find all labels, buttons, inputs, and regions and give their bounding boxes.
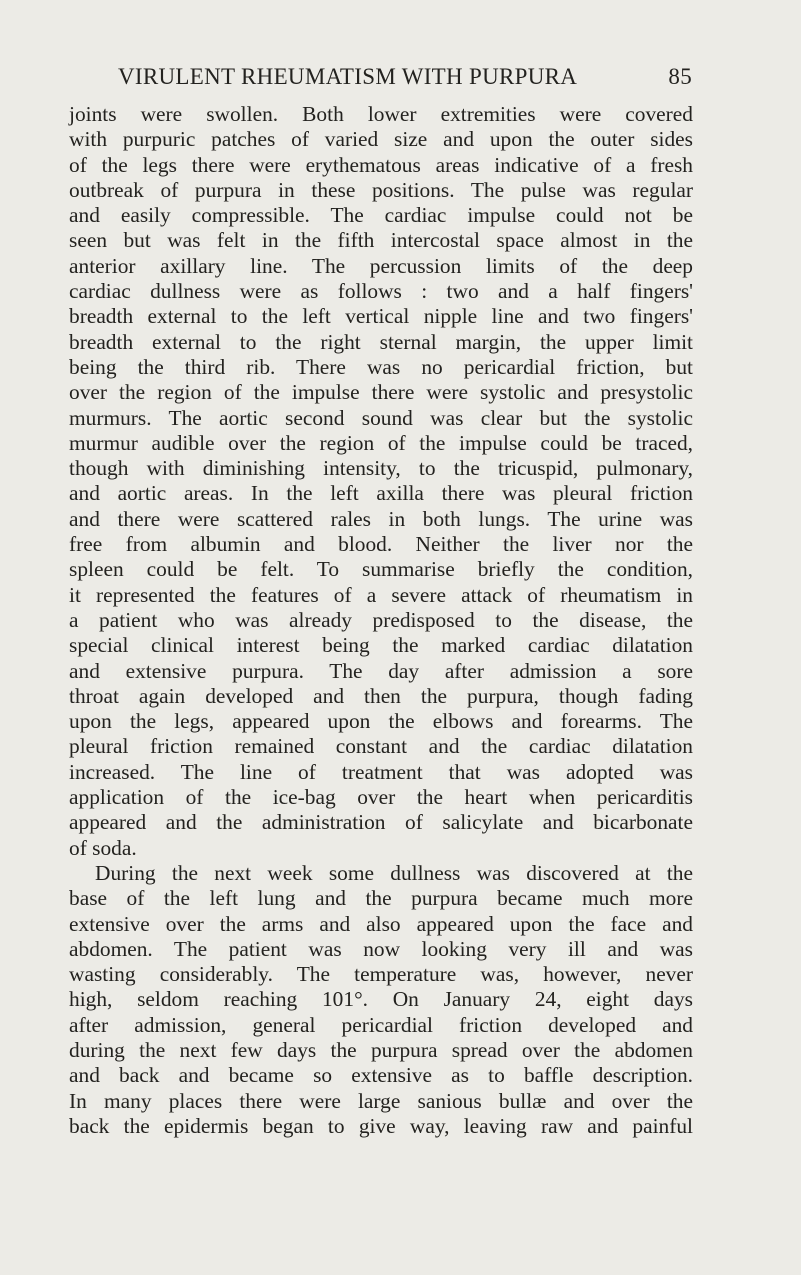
text-line: During the next week some dullness was discovered at the xyxy=(95,860,693,885)
text-line: joints were swollen. Both lower extremities were covered xyxy=(69,102,693,126)
text-line: during the next few days the purpura spread over the abdomen xyxy=(69,1037,693,1062)
text-line: upon the legs, appeared upon the elbows and forearms. The xyxy=(69,709,693,734)
text-line: special clinical interest being the marked cardiac dilatation xyxy=(69,633,693,658)
text-line: cardiac dullness were as follows : two and a half fingers' xyxy=(69,279,693,304)
text-line: increased. The line of treatment that was adopted was xyxy=(69,759,693,784)
text-line: and there were scattered rales in both lungs. The urine was xyxy=(69,506,693,531)
text-line: abdomen. The patient was now looking very ill and was xyxy=(69,936,693,961)
text-line: application of the ice-bag over the heart when pericarditis xyxy=(69,785,693,810)
text-line: a patient who was already predisposed to the disease, the xyxy=(69,607,693,632)
text-line: breadth external to the right sternal margin, the upper limit xyxy=(69,329,693,354)
text-line: of the legs there were erythematous areas indicative of a fresh xyxy=(69,152,693,177)
text-line: over the region of the impulse there were systolic and presystolic xyxy=(69,380,693,405)
text-line: after admission, general pericardial friction developed and xyxy=(69,1012,693,1037)
text-line: base of the left lung and the purpura became much more xyxy=(69,886,693,911)
text-line: throat again developed and then the purpura, though fading xyxy=(69,683,693,708)
text-line: anterior axillary line. The percussion limits of the deep xyxy=(69,253,693,278)
text-line: with purpuric patches of varied size and upon the outer sides xyxy=(69,127,693,152)
text-line: high, seldom reaching 101°. On January 24, eight days xyxy=(69,987,693,1012)
text-line: extensive over the arms and also appeared upon the face and xyxy=(69,911,693,936)
text-line: murmurs. The aortic second sound was clear but the systolic xyxy=(69,405,693,430)
page-number: 85 xyxy=(668,64,692,89)
text-line: seen but was felt in the fifth intercostal space almost in the xyxy=(69,228,693,253)
text-line: outbreak of purpura in these positions. The pulse was regular xyxy=(69,177,693,202)
text-line: though with diminishing intensity, to the tricuspid, pulmonary, xyxy=(69,456,693,481)
text-line: breadth external to the left vertical nipple line and two fingers' xyxy=(69,304,693,329)
text-line: of soda. xyxy=(69,835,137,860)
text-line: back the epidermis began to give way, leaving raw and painful xyxy=(69,1113,693,1138)
text-line: spleen could be felt. To summarise briefly the condition, xyxy=(69,557,693,582)
text-line: it represented the features of a severe attack of rheumatism in xyxy=(69,582,693,607)
text-line: wasting considerably. The temperature was, however, never xyxy=(69,962,693,987)
body-text xyxy=(69,102,693,1139)
text-line: murmur audible over the region of the impulse could be traced, xyxy=(69,430,693,455)
text-line: free from albumin and blood. Neither the liver nor the xyxy=(69,532,693,557)
text-line: appeared and the administration of salicylate and bicarbonate xyxy=(69,810,693,835)
text-line: and extensive purpura. The day after admission a sore xyxy=(69,658,693,683)
text-line: and back and became so extensive as to baffle description. xyxy=(69,1063,693,1088)
running-title: VIRULENT RHEUMATISM WITH PURPURA xyxy=(118,64,578,89)
text-line: and easily compressible. The cardiac impulse could not be xyxy=(69,203,693,228)
text-line: pleural friction remained constant and the cardiac dilatation xyxy=(69,734,693,759)
text-line: and aortic areas. In the left axilla there was pleural friction xyxy=(69,481,693,506)
text-line: being the third rib. There was no pericardial friction, but xyxy=(69,354,693,379)
running-head xyxy=(118,64,692,94)
text-line: In many places there were large sanious bullæ and over the xyxy=(69,1088,693,1113)
